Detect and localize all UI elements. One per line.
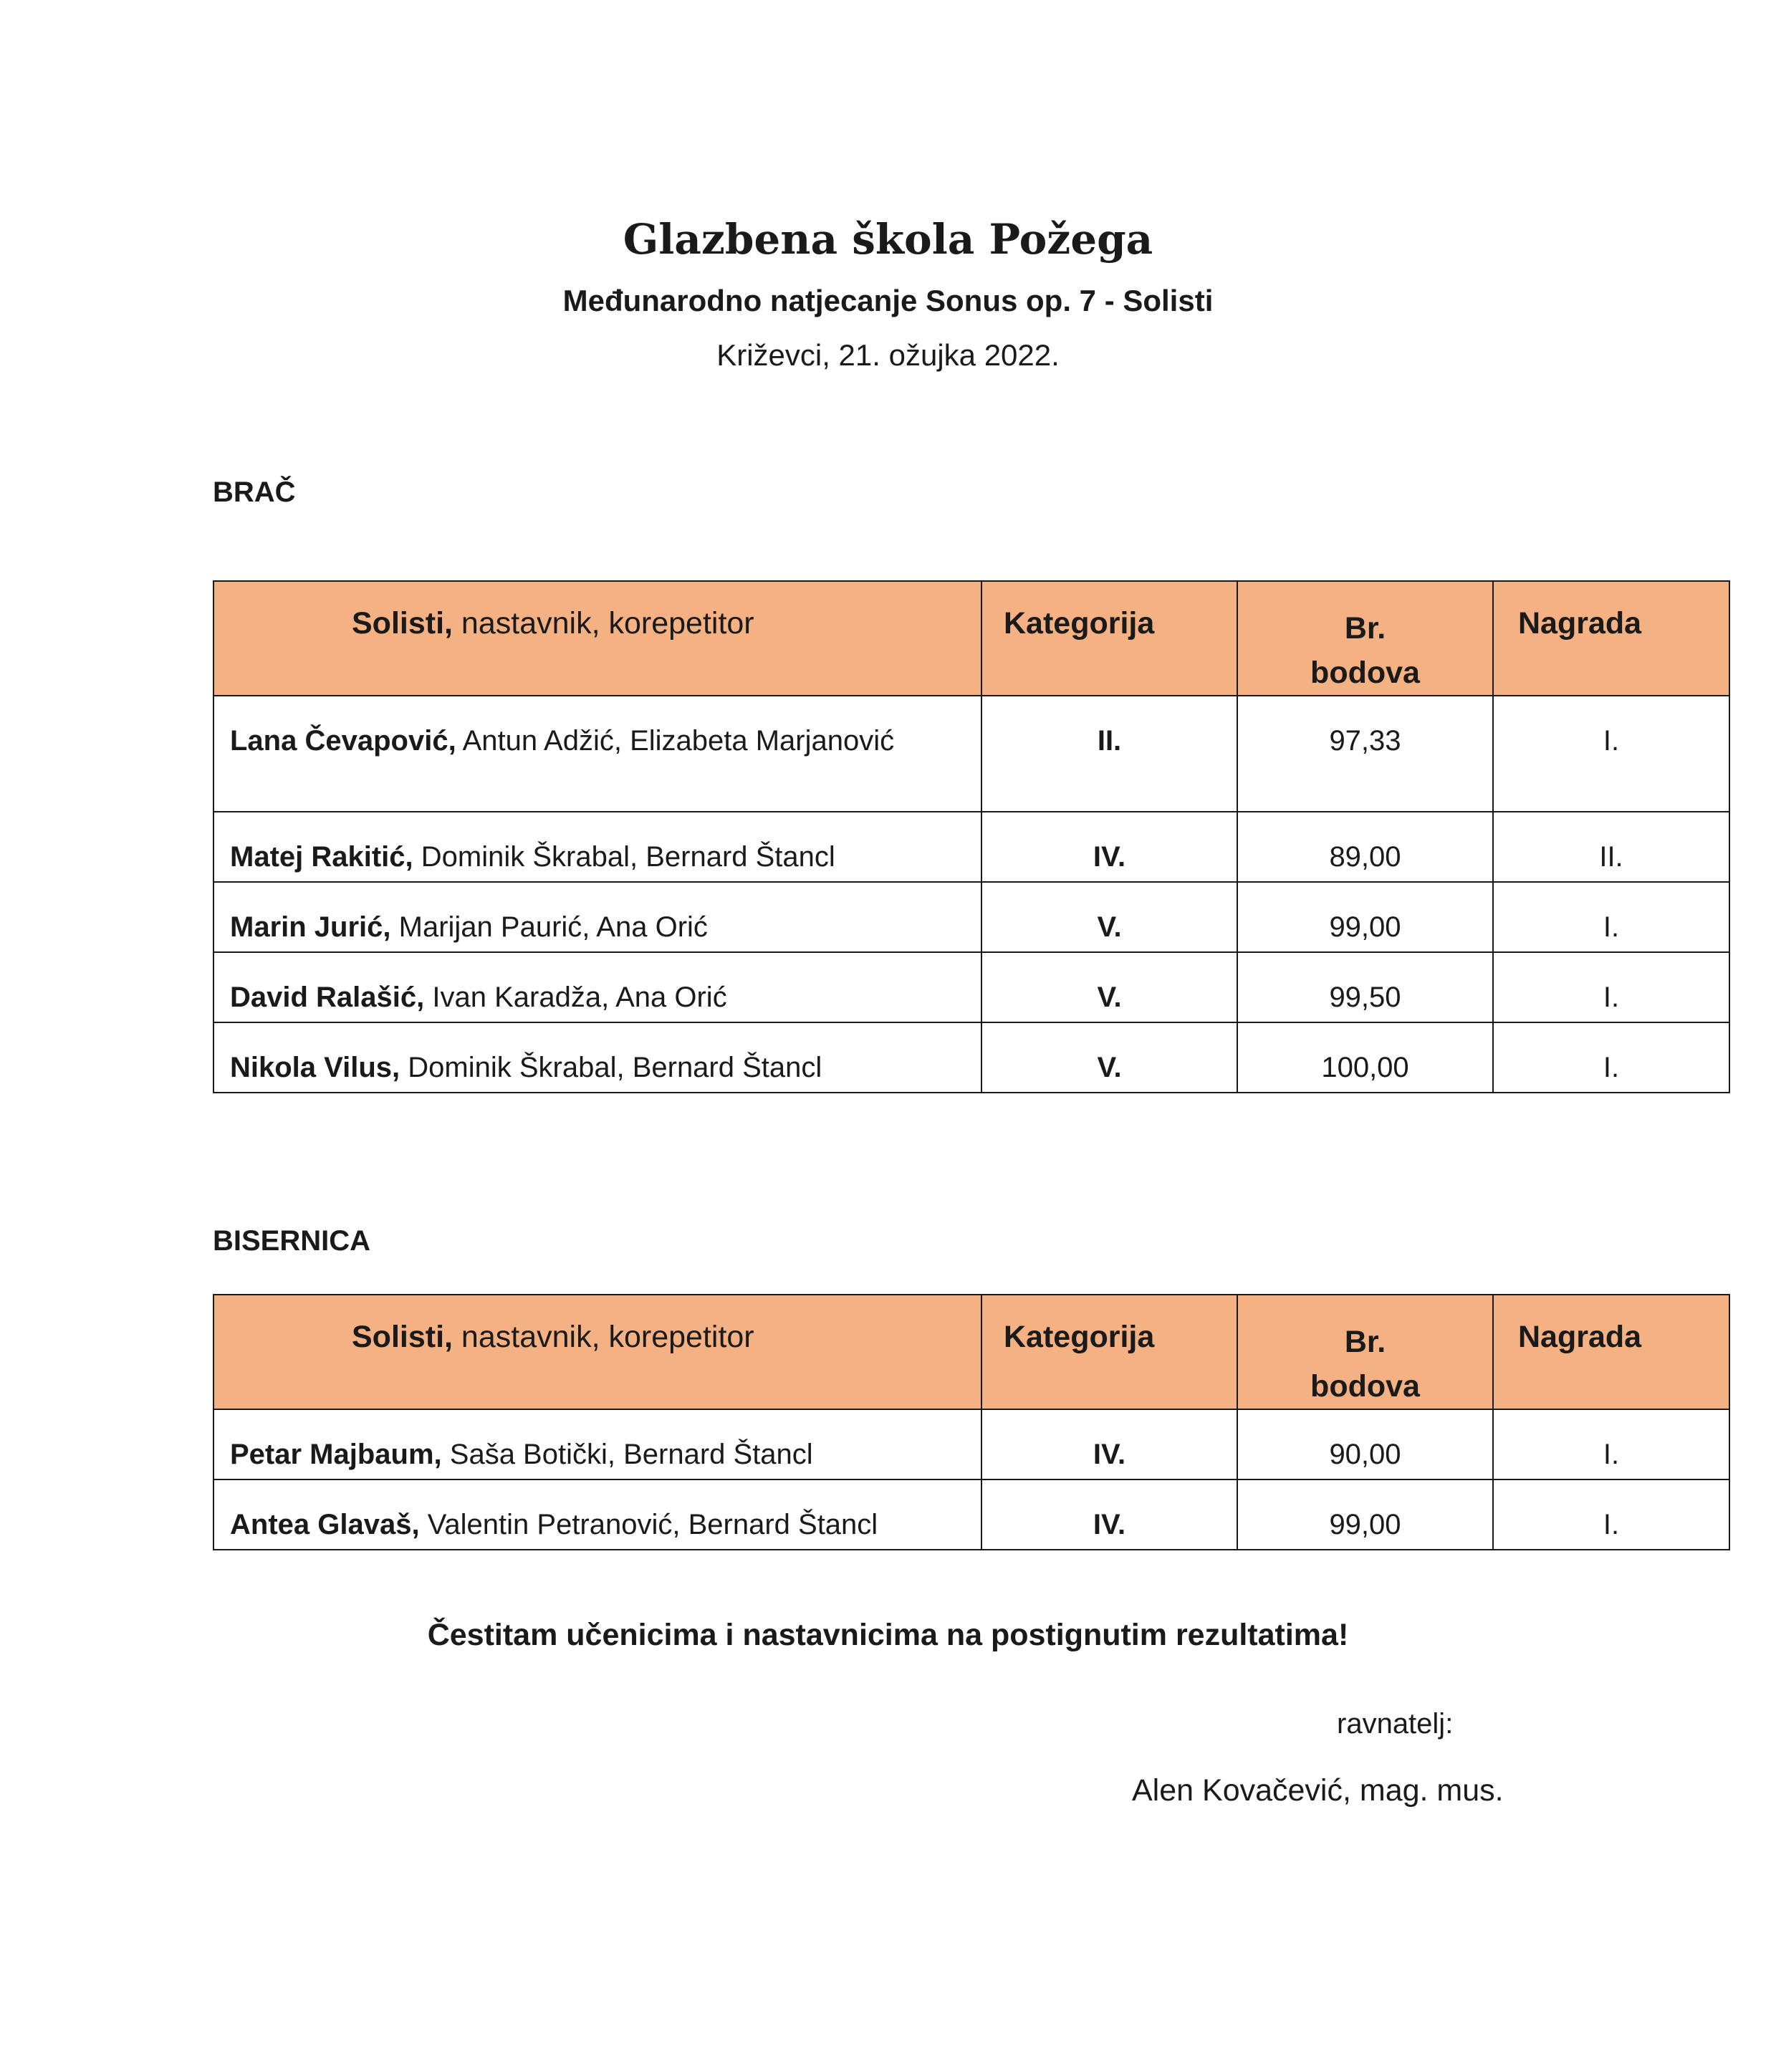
column-header-soloists-rest: nastavnik, korepetitor	[452, 606, 754, 641]
mentor-names: Antun Adžić, Elizabeta Marjanović	[456, 725, 895, 757]
pupil-name: Matej Rakitić,	[230, 841, 413, 873]
cell-soloist	[213, 1022, 981, 1093]
signature-role: ravnatelj:	[1337, 1708, 1454, 1740]
cell-award: I.	[1493, 1409, 1729, 1479]
cell-category: V.	[981, 882, 1237, 952]
pupil-name: David Ralašić,	[230, 982, 425, 1013]
section-label-brac: BRAČ	[213, 476, 296, 508]
column-header-soloists-bold: Solisti,	[352, 1320, 453, 1354]
signature-name: Alen Kovačević, mag. mus.	[1132, 1773, 1504, 1808]
column-header-soloists-bold: Solisti,	[352, 606, 453, 641]
column-header-category: Kategorija	[981, 581, 1237, 696]
cell-award: I.	[1493, 696, 1729, 812]
cell-points: 99,00	[1237, 1479, 1493, 1550]
cell-soloist	[213, 882, 981, 952]
table-row	[213, 1022, 1729, 1093]
table-header-row	[213, 1295, 1729, 1409]
mentor-names: Marijan Paurić, Ana Orić	[390, 911, 708, 943]
results-table-bisernica	[213, 1294, 1730, 1550]
mentor-names: Ivan Karadža, Ana Orić	[424, 982, 727, 1013]
cell-category: IV.	[981, 1479, 1237, 1550]
table-row	[213, 882, 1729, 952]
mentor-names: Dominik Škrabal, Bernard Štancl	[400, 1052, 822, 1083]
cell-soloist	[213, 952, 981, 1022]
cell-category: V.	[981, 952, 1237, 1022]
pupil-name: Petar Majbaum,	[230, 1439, 442, 1470]
cell-award: I.	[1493, 882, 1729, 952]
cell-soloist	[213, 812, 981, 882]
cell-soloist	[213, 1479, 981, 1550]
pupil-name: Marin Jurić,	[230, 911, 391, 943]
cell-points: 100,00	[1237, 1022, 1493, 1093]
results-table-brac	[213, 580, 1730, 1093]
cell-award: II.	[1493, 812, 1729, 882]
section-label-bisernica: BISERNICA	[213, 1225, 371, 1257]
column-header-points	[1237, 1295, 1493, 1409]
cell-category: V.	[981, 1022, 1237, 1093]
mentor-names: Saša Botički, Bernard Štancl	[441, 1439, 813, 1470]
mentor-names: Valentin Petranović, Bernard Štancl	[419, 1509, 878, 1540]
column-header-points-line1: Br.	[1344, 1325, 1386, 1359]
table-row	[213, 696, 1729, 812]
cell-soloist	[213, 1409, 981, 1479]
cell-award: I.	[1493, 1479, 1729, 1550]
cell-category: IV.	[981, 812, 1237, 882]
cell-points: 99,00	[1237, 882, 1493, 952]
column-header-points	[1237, 581, 1493, 696]
mentor-names: Dominik Škrabal, Bernard Štancl	[413, 841, 835, 873]
congratulations-message: Čestitam učenicima i nastavnicima na postignutim rezultatima!	[427, 1618, 1349, 1652]
cell-category: IV.	[981, 1409, 1237, 1479]
column-header-award: Nagrada	[1493, 581, 1729, 696]
column-header-points-line2: bodova	[1310, 656, 1420, 690]
page-subtitle: Međunarodno natjecanje Sonus op. 7 - Solisti	[562, 284, 1214, 317]
cell-soloist	[213, 696, 981, 812]
column-header-soloists	[213, 581, 981, 696]
cell-points: 99,50	[1237, 952, 1493, 1022]
pupil-name: Antea Glavaš,	[230, 1509, 420, 1540]
table-row	[213, 952, 1729, 1022]
pupil-name: Nikola Vilus,	[230, 1052, 400, 1083]
dateline: Križevci, 21. ožujka 2022.	[716, 338, 1060, 372]
column-header-award: Nagrada	[1493, 1295, 1729, 1409]
cell-award: I.	[1493, 952, 1729, 1022]
column-header-points-line2: bodova	[1310, 1369, 1420, 1404]
pupil-name: Lana Čevapović,	[230, 725, 456, 757]
column-header-soloists	[213, 1295, 981, 1409]
column-header-points-line1: Br.	[1344, 611, 1386, 646]
cell-points: 89,00	[1237, 812, 1493, 882]
page-title: Glazbena škola Požega	[623, 215, 1153, 264]
table-row	[213, 1409, 1729, 1479]
table-row	[213, 1479, 1729, 1550]
table-header-row	[213, 581, 1729, 696]
cell-category: II.	[981, 696, 1237, 812]
cell-points: 97,33	[1237, 696, 1493, 812]
cell-points: 90,00	[1237, 1409, 1493, 1479]
column-header-category: Kategorija	[981, 1295, 1237, 1409]
table-row	[213, 812, 1729, 882]
column-header-soloists-rest: nastavnik, korepetitor	[452, 1320, 754, 1354]
cell-award: I.	[1493, 1022, 1729, 1093]
